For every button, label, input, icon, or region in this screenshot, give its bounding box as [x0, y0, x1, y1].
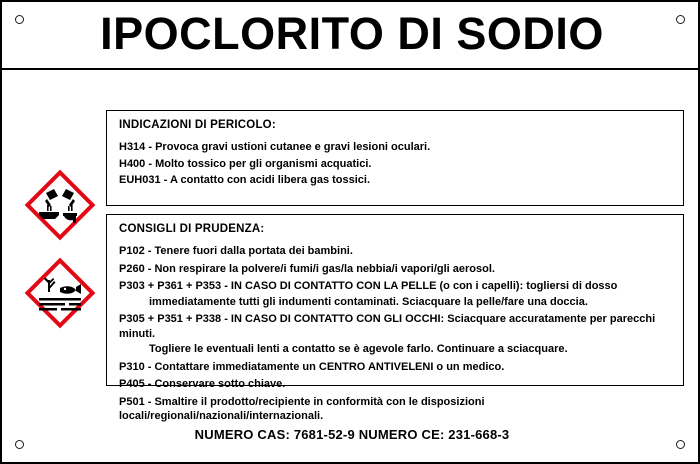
- page-title: IPOCLORITO DI SODIO: [100, 8, 604, 59]
- precautionary-statement: P405 - Conservare sotto chiave.: [119, 378, 286, 390]
- hazard-statements-box: [106, 110, 684, 206]
- precautionary-statements-box: [106, 214, 684, 422]
- precautionary-statement-continuation: immediatamente tutti gli indumenti contaminati. Sciacquare la pelle/fare una doccia.: [149, 295, 588, 308]
- precautionary-statement-continuation: Togliere le eventuali lenti a contatto se è agevole farlo. Continuare a sciacquare.: [149, 343, 568, 355]
- environment-icon: [27, 260, 93, 326]
- title-divider: [2, 68, 700, 70]
- precaution-heading: CONSIGLI DI PRUDENZA:: [119, 223, 265, 235]
- hazard-heading: INDICAZIONI DI PERICOLO:: [119, 119, 276, 131]
- precautionary-statement: P305 + P351 + P338 - IN CASO DI CONTATTO CON GLI OCCHI: Sciacquare accuratamente per parecchi minuti.: [119, 313, 656, 340]
- ghs05-corrosion-pictogram: [27, 172, 93, 238]
- corrosion-icon: [27, 172, 93, 238]
- hazard-statement: EUH031 - A contatto con acidi libera gas tossici.: [119, 174, 371, 186]
- precautionary-statement: P102 - Tenere fuori dalla portata dei bambini.: [119, 245, 353, 257]
- precautionary-statement: P303 + P361 + P353 - IN CASO DI CONTATTO CON LA PELLE (o con i capelli): togliersi di dosso: [119, 280, 618, 292]
- precautionary-statement: P501 - Smaltire il prodotto/recipiente in conformità con le disposizioni locali/regionali/nazionali/internazionali.: [119, 395, 485, 422]
- precautionary-statement: P260 - Non respirare la polvere/i fumi/i gas/la nebbia/i vapori/gli aerosol.: [119, 262, 495, 275]
- precautionary-statement: P310 - Contattare immediatamente un CENTRO ANTIVELENI o un medico.: [119, 360, 505, 373]
- hazard-statement: H314 - Provoca gravi ustioni cutanee e gravi lesioni oculari.: [119, 141, 431, 153]
- cas-ce-number: NUMERO CAS: 7681-52-9 NUMERO CE: 231-668-3: [194, 427, 510, 442]
- ghs09-environment-pictogram: [27, 260, 93, 326]
- hazard-statement: H400 - Molto tossico per gli organismi acquatici.: [119, 157, 372, 170]
- pictogram-column: [20, 172, 100, 348]
